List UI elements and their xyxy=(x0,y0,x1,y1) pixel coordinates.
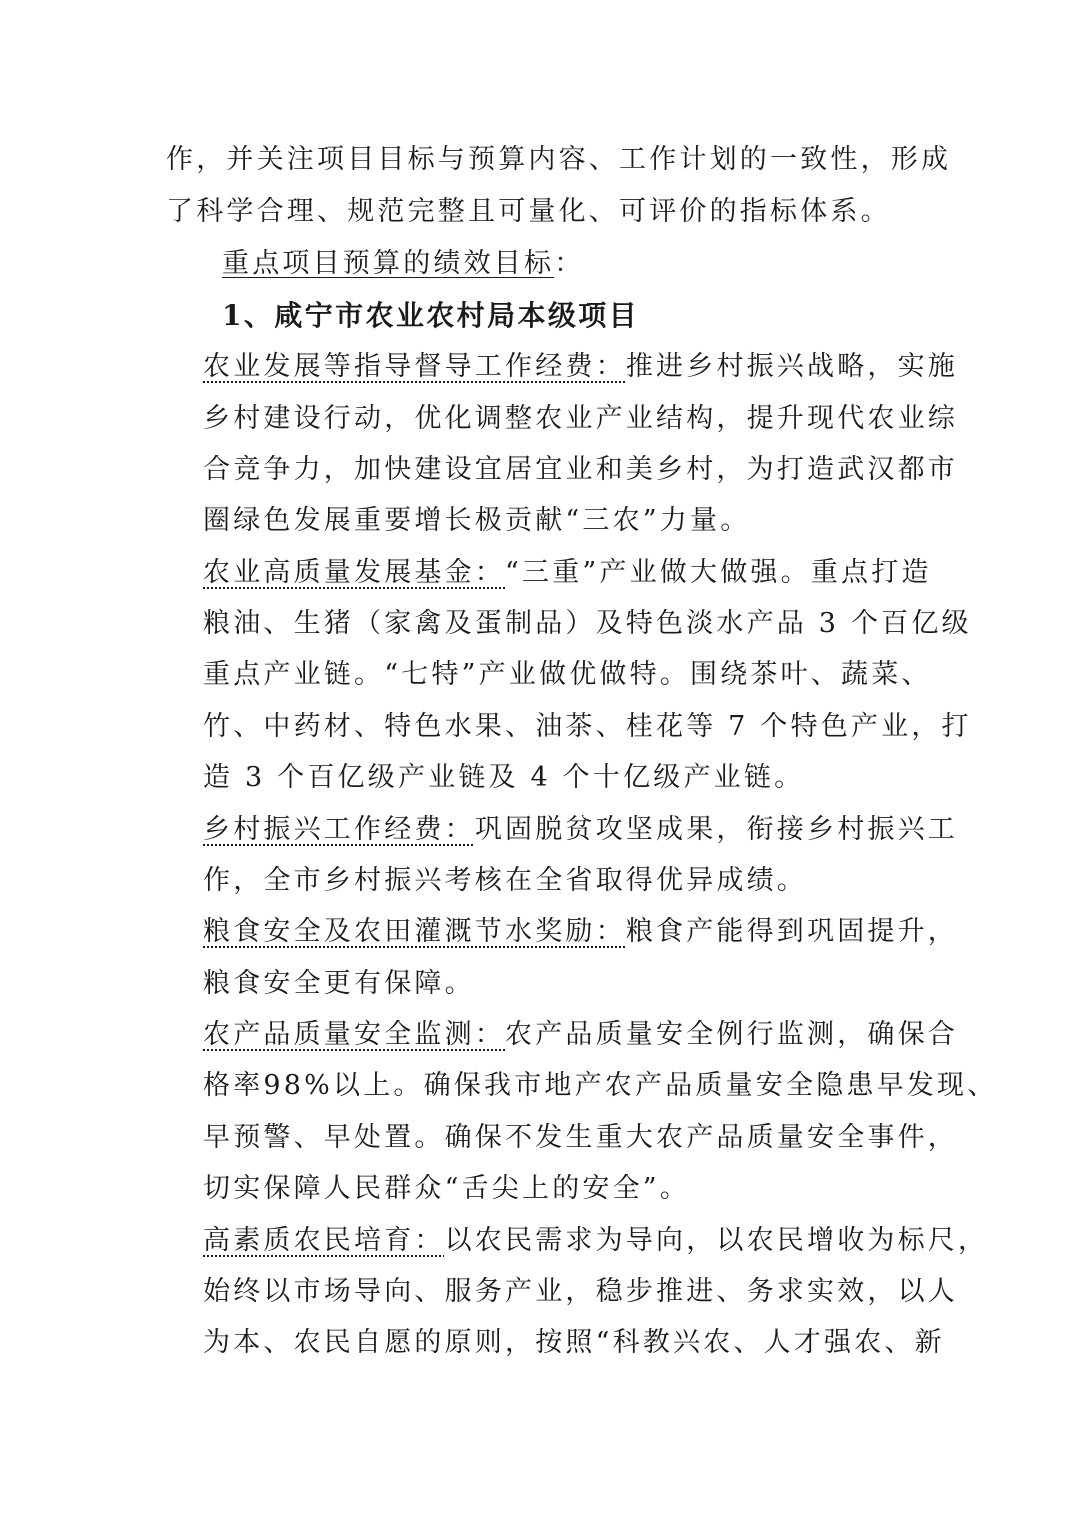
item-6-line: 为本、农民自愿的原则，按照“科教兴农、人才强农、新 xyxy=(203,1327,945,1358)
item-1-line: 乡村建设行动，优化调整农业产业结构，提升现代农业综 xyxy=(203,403,958,434)
item-4-label: 粮食安全及农田灌溉节水奖励： xyxy=(203,916,626,947)
item-3-line: 作，全市乡村振兴考核在全省取得优异成绩。 xyxy=(203,865,807,896)
section-title: 1、咸宁市农业农村局本级项目 xyxy=(222,299,640,332)
item-1-first-text: 推进乡村振兴战略，实施 xyxy=(625,351,959,382)
item-2-label: 农业高质量发展基金： xyxy=(203,557,505,588)
item-5-label: 农产品质量安全监测： xyxy=(203,1019,505,1050)
item-2-first-text: “三重”产业做大做强。重点打造 xyxy=(505,557,932,588)
item-4-line: 粮食安全更有保障。 xyxy=(203,968,475,999)
item-6-first-line xyxy=(203,1224,988,1258)
item-5-first-text: 农产品质量安全例行监测，确保合 xyxy=(505,1019,958,1050)
item-2-line: 造 3 个百亿级产业链及 4 个十亿级产业链。 xyxy=(203,762,805,793)
continuation-line-1: 作，并关注项目目标与预算内容、工作计划的一致性，形成 xyxy=(166,144,952,175)
item-3-label: 乡村振兴工作经费： xyxy=(203,814,475,845)
item-5-line: 切实保障人民群众“舌尖上的安全”。 xyxy=(203,1173,691,1204)
item-6-line: 始终以市场导向、服务产业，稳步推进、务求实效，以人 xyxy=(203,1276,958,1307)
item-1-first-line xyxy=(203,350,958,384)
item-5-first-line xyxy=(203,1018,958,1052)
item-5-line: 格率98%以上。确保我市地产农产品质量安全隐患早发现、 xyxy=(203,1070,998,1101)
subheading-colon: ： xyxy=(554,248,585,279)
item-3-first-text: 巩固脱贫攻坚成果，衔接乡村振兴工 xyxy=(474,814,959,845)
item-1-line: 圈绿色发展重要增长极贡献“三农”力量。 xyxy=(203,505,751,536)
item-1-line: 合竞争力，加快建设宜居宜业和美乡村，为打造武汉都市 xyxy=(203,454,958,485)
item-4-first-line xyxy=(203,915,958,949)
item-4-first-text: 粮食产能得到巩固提升， xyxy=(625,916,959,947)
subheading-text: 重点项目预算的绩效目标 xyxy=(222,248,555,279)
item-6-first-text: 以农民需求为导向，以农民增收为标尺， xyxy=(444,1225,989,1256)
item-6-label: 高素质农民培育： xyxy=(203,1225,445,1256)
item-5-line: 早预警、早处置。确保不发生重大农产品质量安全事件， xyxy=(203,1122,958,1153)
item-3-first-line xyxy=(203,813,958,847)
item-2-first-line xyxy=(203,556,932,590)
continuation-line-2: 了科学合理、规范完整且可量化、可评价的指标体系。 xyxy=(166,196,891,227)
item-2-line: 竹、中药材、特色水果、油茶、桂花等 7 个特色产业，打 xyxy=(203,711,972,742)
item-2-line: 粮油、生猪（家禽及蛋制品）及特色淡水产品 3 个百亿级 xyxy=(203,608,972,639)
item-2-line: 重点产业链。“七特”产业做优做特。围绕茶叶、蔬菜、 xyxy=(203,659,932,690)
item-1-label: 农业发展等指导督导工作经费： xyxy=(203,351,626,382)
subheading xyxy=(222,247,584,281)
